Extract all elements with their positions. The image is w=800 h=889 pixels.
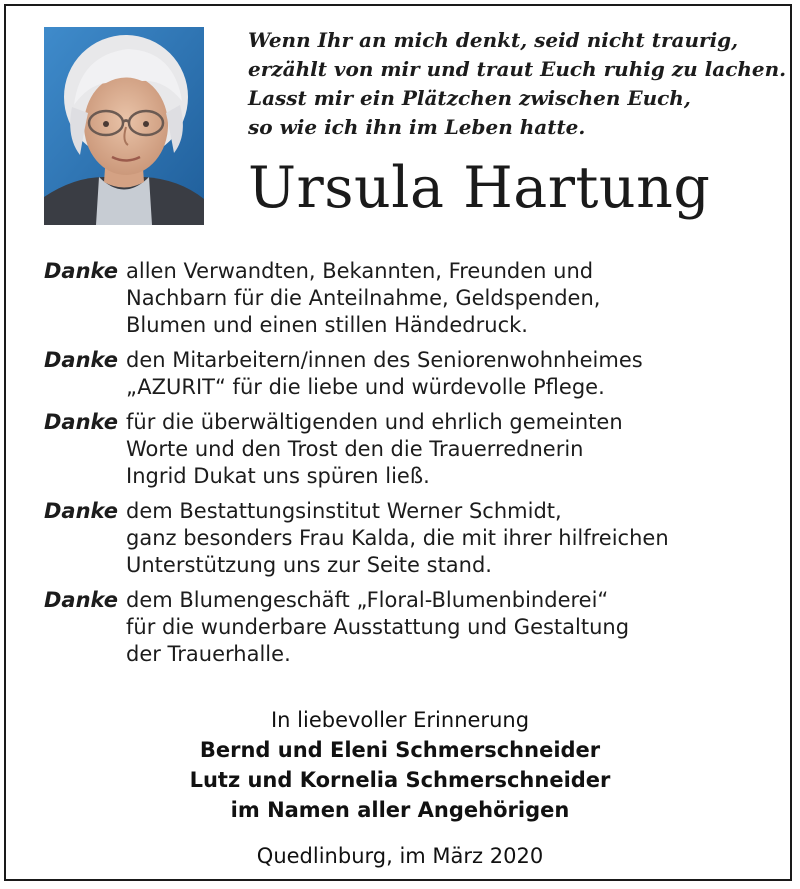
closing-block <box>0 705 800 871</box>
poem-line: so wie ich ihn im Leben hatte. <box>248 115 586 139</box>
thanks-keyword: Danke <box>44 348 119 372</box>
portrait-image-icon <box>44 27 204 225</box>
thanks-entry <box>44 409 784 490</box>
thanks-line: Unterstützung uns zur Seite stand. <box>126 553 492 577</box>
thanks-line: Blumen und einen stillen Händedruck. <box>126 313 528 337</box>
thanks-line: für die wunderbare Ausstattung und Gestaltung <box>126 615 630 639</box>
thanks-list <box>44 258 784 676</box>
thanks-text: dem Bestattungsinstitut Werner Schmidt, <box>126 499 562 523</box>
thanks-entry <box>44 498 784 579</box>
poem-line: erzählt von mir und traut Euch ruhig zu lachen. <box>248 57 787 81</box>
thanks-entry <box>44 587 784 668</box>
place-date: Quedlinburg, im März 2020 <box>256 844 544 868</box>
thanks-line <box>44 587 784 614</box>
thanks-line: Nachbarn für die Anteilnahme, Geldspenden, <box>126 286 601 310</box>
thanks-line: ganz besonders Frau Kalda, die mit ihrer hilfreichen <box>126 526 669 550</box>
family-name: Bernd und Eleni Schmerschneider <box>199 738 601 762</box>
thanks-entry <box>44 258 784 339</box>
thanks-line: Ingrid Dukat uns spüren ließ. <box>126 464 430 488</box>
deceased-name: Ursula Hartung <box>248 155 711 221</box>
portrait-photo <box>44 27 204 225</box>
thanks-line <box>44 409 784 436</box>
thanks-text: allen Verwandten, Bekannten, Freunden und <box>126 259 594 283</box>
thanks-text: für die überwältigenden und ehrlich gemeinten <box>126 410 623 434</box>
thanks-line <box>44 258 784 285</box>
thanks-keyword: Danke <box>44 499 119 523</box>
thanks-keyword: Danke <box>44 410 119 434</box>
thanks-line: der Trauerhalle. <box>126 642 291 666</box>
thanks-line <box>44 498 784 525</box>
thanks-text: den Mitarbeitern/innen des Seniorenwohnheimes <box>126 348 643 372</box>
thanks-keyword: Danke <box>44 588 119 612</box>
thanks-line: Worte und den Trost den die Trauerrednerin <box>126 437 584 461</box>
family-name: im Namen aller Angehörigen <box>230 798 570 822</box>
thanks-line <box>44 347 784 374</box>
family-name: Lutz und Kornelia Schmerschneider <box>189 768 611 792</box>
poem-line: Lasst mir ein Plätzchen zwischen Euch, <box>248 86 691 110</box>
thanks-text: dem Blumengeschäft „Floral-Blumenbinderei“ <box>126 588 609 612</box>
poem-line: Wenn Ihr an mich denkt, seid nicht traurig, <box>248 28 739 52</box>
thanks-keyword: Danke <box>44 259 119 283</box>
closing-intro: In liebevoller Erinnerung <box>270 708 530 732</box>
memorial-poem <box>248 26 787 142</box>
thanks-line: „AZURIT“ für die liebe und würdevolle Pflege. <box>126 375 605 399</box>
thanks-entry <box>44 347 784 401</box>
